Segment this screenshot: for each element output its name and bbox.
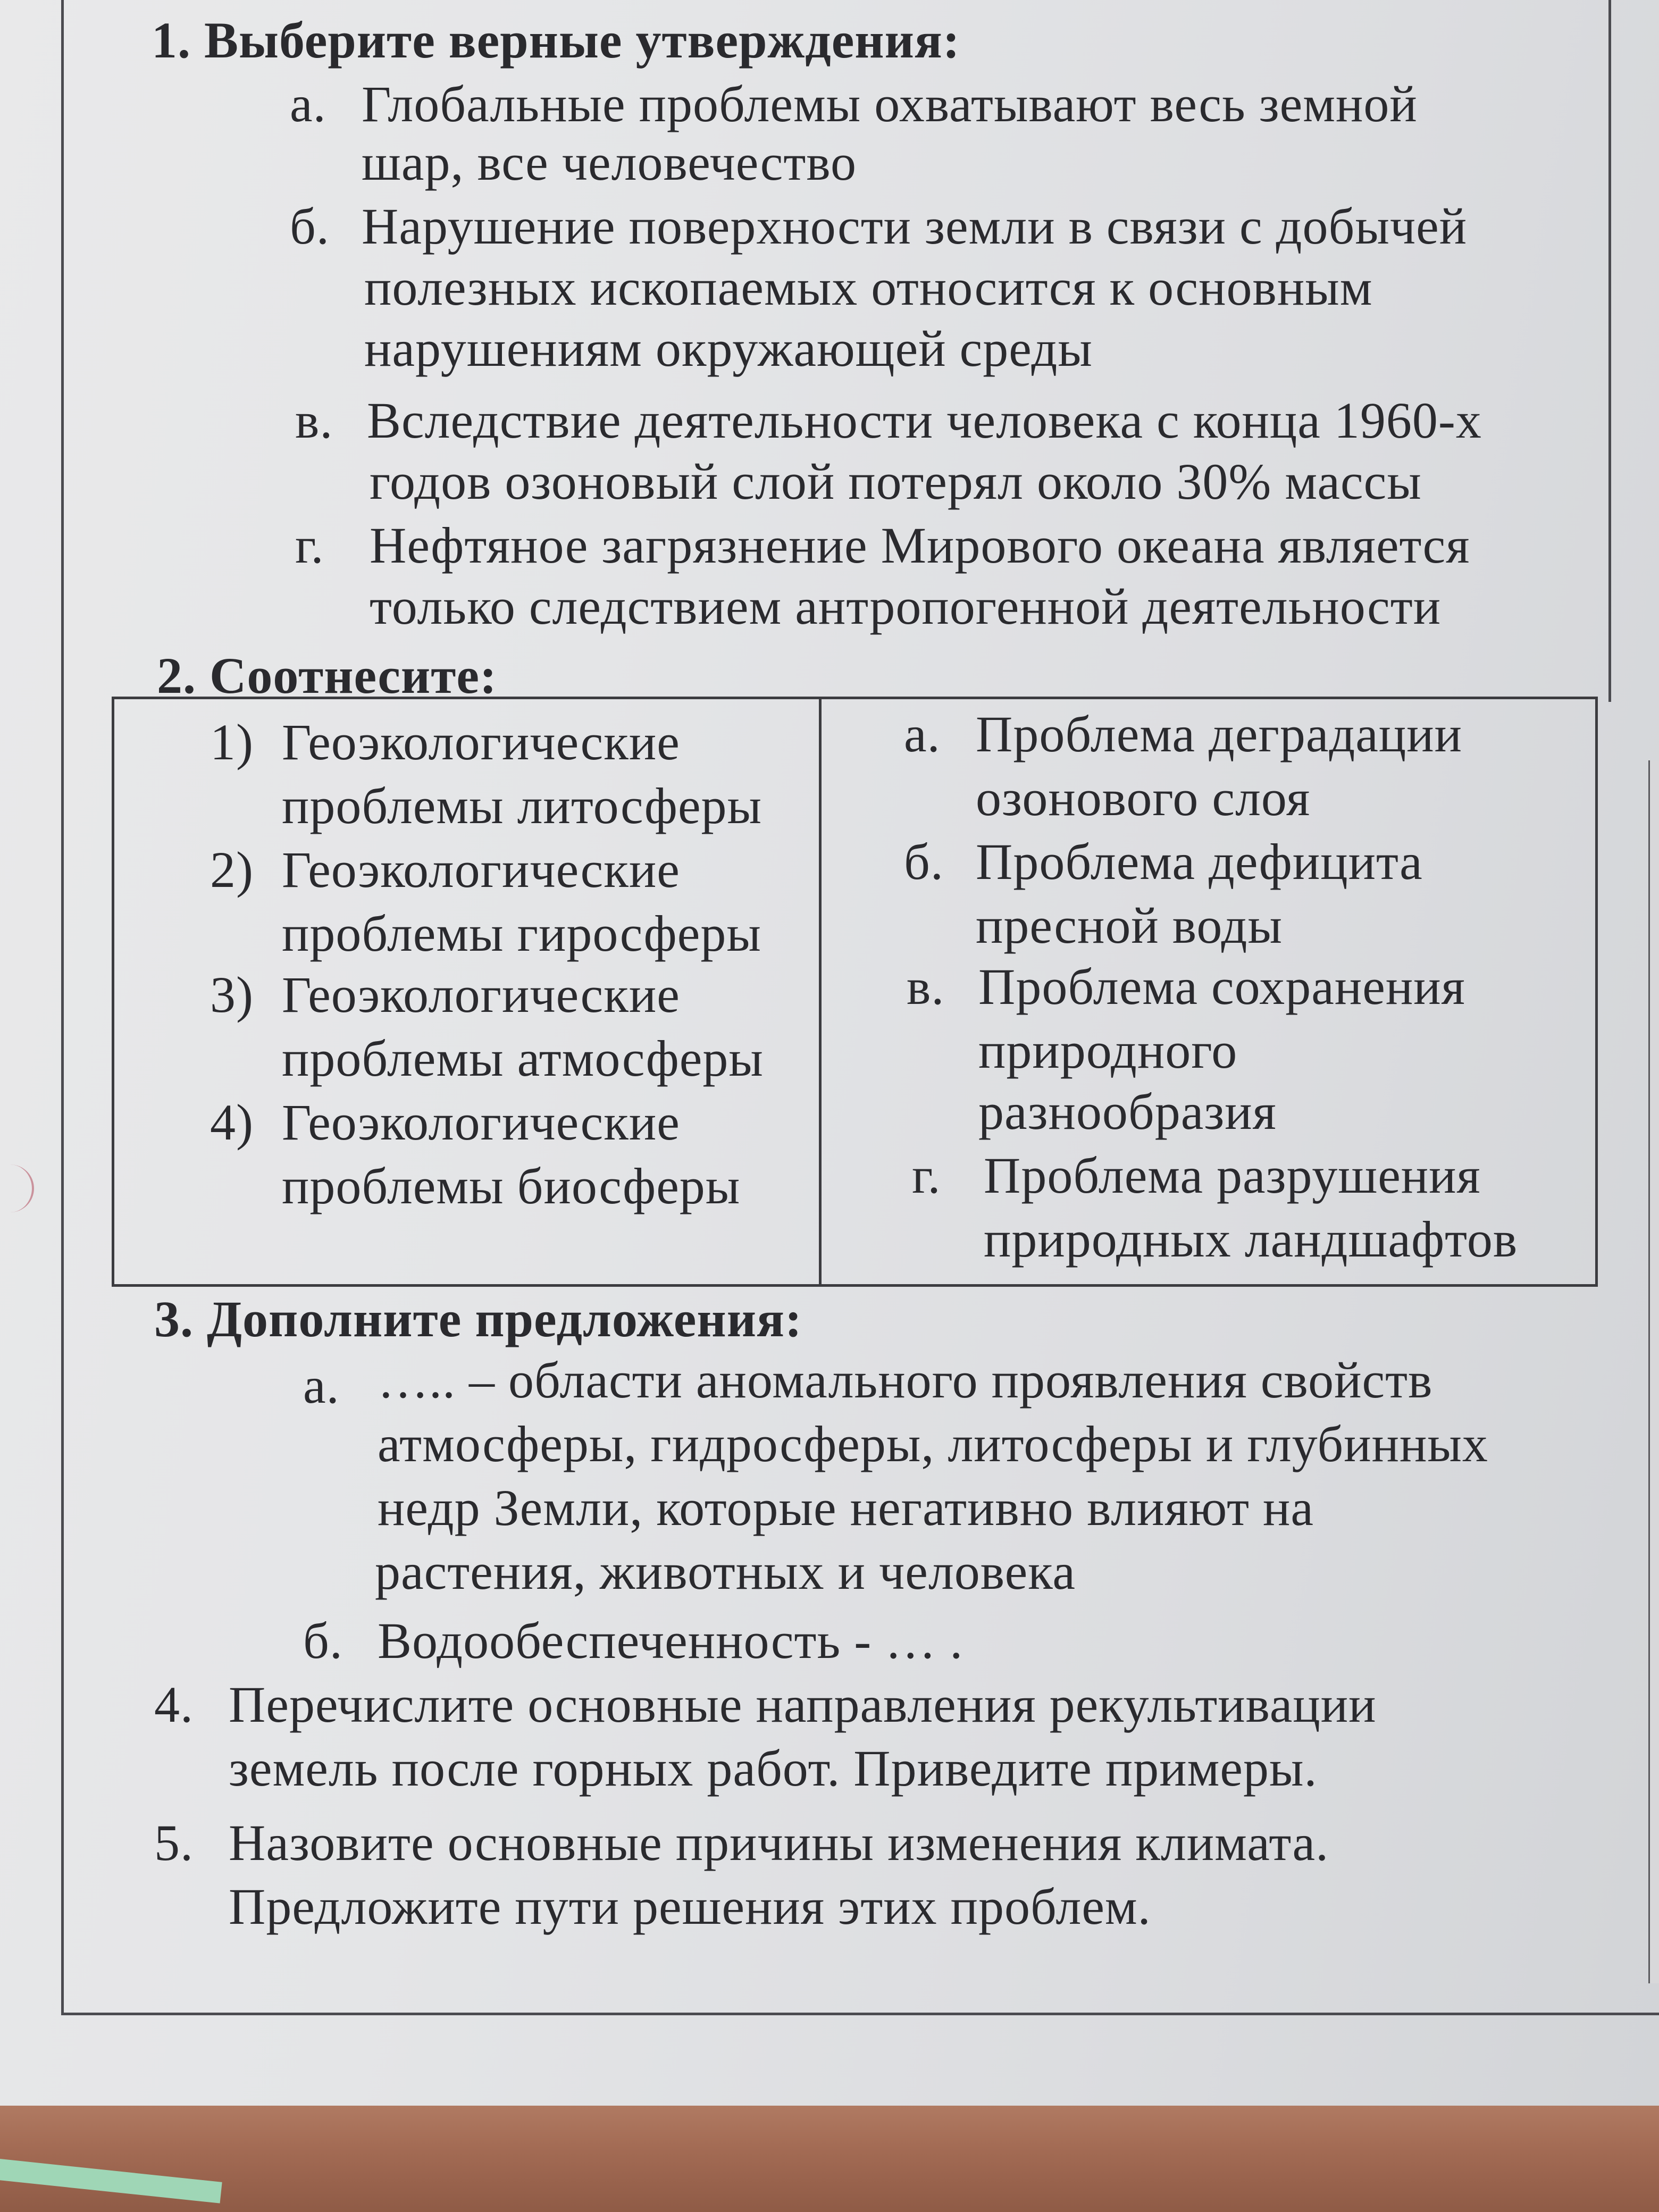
q1-item-b-line-2: полезных ископаемых относится к основным bbox=[364, 259, 1373, 316]
q2-left-4-marker: 4) bbox=[210, 1094, 254, 1151]
q1-item-a-line-1: Глобальные проблемы охватывают весь земной bbox=[362, 76, 1418, 132]
q1-item-b-line-3: нарушениям окружающей среды bbox=[364, 320, 1093, 377]
desk-surface bbox=[0, 2106, 1659, 2212]
q1-item-g-line-1: Нефтяное загрязнение Мирового океана является bbox=[370, 517, 1470, 574]
page-frame-left bbox=[61, 0, 64, 2015]
q2-left-1-line-1: Геоэкологические bbox=[282, 714, 680, 770]
q3-item-b-marker: б. bbox=[303, 1612, 343, 1669]
q2-right-g-line-1: Проблема разрушения bbox=[984, 1147, 1481, 1204]
q2-right-a-line-2: озонового слоя bbox=[976, 769, 1311, 826]
q2-left-1-marker: 1) bbox=[210, 714, 254, 770]
q2-right-v-line-3: разнообразия bbox=[978, 1083, 1277, 1140]
question-1-title: 1. Выберите верные утверждения: bbox=[152, 12, 960, 69]
q1-item-b-line-1: Нарушение поверхности земли в связи с добычей bbox=[362, 198, 1468, 255]
q2-right-b-line-2: пресной воды bbox=[976, 897, 1283, 954]
q2-left-3-line-1: Геоэкологические bbox=[282, 966, 680, 1023]
q2-right-g-marker: г. bbox=[912, 1147, 941, 1204]
q5-marker: 5. bbox=[154, 1814, 194, 1871]
q3-item-a-line-2: атмосферы, гидросферы, литосферы и глубинных bbox=[378, 1415, 1488, 1472]
q2-right-v-marker: в. bbox=[907, 958, 945, 1015]
question-3-title: 3. Дополните предложения: bbox=[154, 1291, 802, 1347]
q1-item-a-line-2: шар, все человечество bbox=[362, 134, 857, 191]
q3-item-a-line-1: ….. – области аномального проявления свойств bbox=[378, 1352, 1433, 1409]
q2-right-v-line-1: Проблема сохранения bbox=[978, 958, 1465, 1015]
q1-item-g-marker: г. bbox=[295, 517, 324, 574]
q2-left-2-line-2: проблемы гиросферы bbox=[282, 905, 761, 962]
q1-item-g-line-2: только следствием антропогенной деятельности bbox=[370, 578, 1442, 635]
q2-right-g-line-2: природных ландшафтов bbox=[984, 1211, 1518, 1268]
q1-item-v-marker: в. bbox=[295, 392, 333, 449]
q2-left-4-line-2: проблемы биосферы bbox=[282, 1158, 741, 1214]
q1-item-a-marker: а. bbox=[290, 76, 326, 132]
question-2-title: 2. Соотнесите: bbox=[157, 647, 497, 704]
q5-line-1: Назовите основные причины изменения климата. bbox=[229, 1814, 1329, 1871]
q1-item-b-marker: б. bbox=[290, 198, 330, 255]
q5-line-2: Предложите пути решения этих проблем. bbox=[229, 1878, 1151, 1935]
matching-table-divider bbox=[819, 697, 822, 1287]
q2-left-1-line-2: проблемы литосферы bbox=[282, 777, 763, 834]
q4-line-1: Перечислите основные направления рекультивации bbox=[229, 1676, 1377, 1733]
q2-left-3-line-2: проблемы атмосферы bbox=[282, 1030, 764, 1087]
page-frame-right bbox=[1608, 0, 1611, 702]
q2-right-b-line-1: Проблема дефицита bbox=[976, 833, 1423, 890]
q2-right-b-marker: б. bbox=[904, 833, 944, 890]
q2-left-4-line-1: Геоэкологические bbox=[282, 1094, 680, 1151]
q2-right-a-line-1: Проблема деградации bbox=[976, 706, 1463, 763]
q2-left-2-marker: 2) bbox=[210, 841, 254, 898]
q3-item-a-line-4: растения, животных и человека bbox=[375, 1543, 1076, 1600]
q2-left-3-marker: 3) bbox=[210, 966, 254, 1023]
q4-line-2: земель после горных работ. Приведите примеры. bbox=[229, 1740, 1318, 1797]
page-frame-bottom bbox=[61, 2013, 1659, 2015]
q2-left-2-line-1: Геоэкологические bbox=[282, 841, 680, 898]
q2-right-v-line-2: природного bbox=[978, 1022, 1238, 1079]
q1-item-v-line-2: годов озоновый слой потерял около 30% массы bbox=[370, 453, 1422, 510]
q2-right-a-marker: а. bbox=[904, 706, 941, 763]
q4-marker: 4. bbox=[154, 1676, 194, 1733]
q3-item-a-marker: а. bbox=[303, 1357, 340, 1414]
adjacent-sheet-edge bbox=[1648, 760, 1659, 1983]
q3-item-a-line-3: недр Земли, которые негативно влияют на bbox=[378, 1479, 1314, 1536]
q1-item-v-line-1: Вследствие деятельности человека с конца 1960-х bbox=[367, 392, 1482, 449]
q3-item-b-line-1: Водообеспеченность - … . bbox=[378, 1612, 963, 1669]
